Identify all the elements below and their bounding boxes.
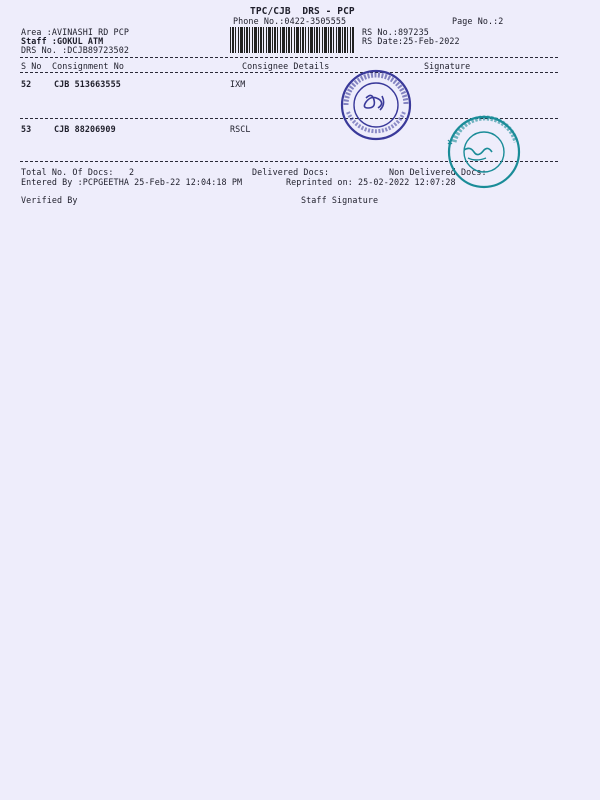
row-consignee: RSCL bbox=[230, 124, 251, 134]
row-consignee: IXM bbox=[230, 79, 246, 89]
non-delivered-docs: Non Delivered Docs: bbox=[389, 167, 487, 177]
column-header-consignee: Consignee Details bbox=[242, 61, 330, 71]
column-header-signature: Signature bbox=[424, 61, 471, 71]
total-docs: Total No. Of Docs: 2 bbox=[21, 167, 135, 177]
row-consignment: CJB 513663555 bbox=[54, 79, 121, 89]
row-consignment: CJB 88206909 bbox=[54, 124, 116, 134]
staff-label: Staff :GOKUL ATM bbox=[21, 36, 104, 46]
barcode bbox=[230, 27, 354, 53]
divider bbox=[20, 72, 558, 73]
delivered-docs: Delivered Docs: bbox=[252, 167, 330, 177]
company-stamp bbox=[338, 68, 414, 142]
reprinted-on: Reprinted on: 25-02-2022 12:07:28 bbox=[286, 177, 456, 187]
rs-date: RS Date:25-Feb-2022 bbox=[362, 36, 460, 46]
column-header-consignment: Consignment No bbox=[52, 61, 124, 71]
verified-by: Verified By bbox=[21, 195, 78, 205]
entered-by: Entered By :PCPGEETHA 25-Feb-22 12:04:18 PM bbox=[21, 177, 243, 187]
staff-signature-label: Staff Signature bbox=[301, 195, 379, 205]
page-number: Page No.:2 bbox=[452, 16, 504, 26]
drs-number: DRS No. :DCJB89723502 bbox=[21, 45, 129, 55]
rs-number: RS No.:897235 bbox=[362, 27, 429, 37]
document-title: TPC/CJB DRS - PCP bbox=[250, 6, 355, 17]
area-label: Area :AVINASHI RD PCP bbox=[21, 27, 129, 37]
phone-number: Phone No.:0422-3505555 bbox=[233, 16, 347, 26]
divider bbox=[20, 57, 558, 58]
row-sno: 52 bbox=[21, 79, 32, 89]
column-header-sno: S No bbox=[21, 61, 42, 71]
company-stamp bbox=[434, 112, 530, 190]
row-sno: 53 bbox=[21, 124, 32, 134]
